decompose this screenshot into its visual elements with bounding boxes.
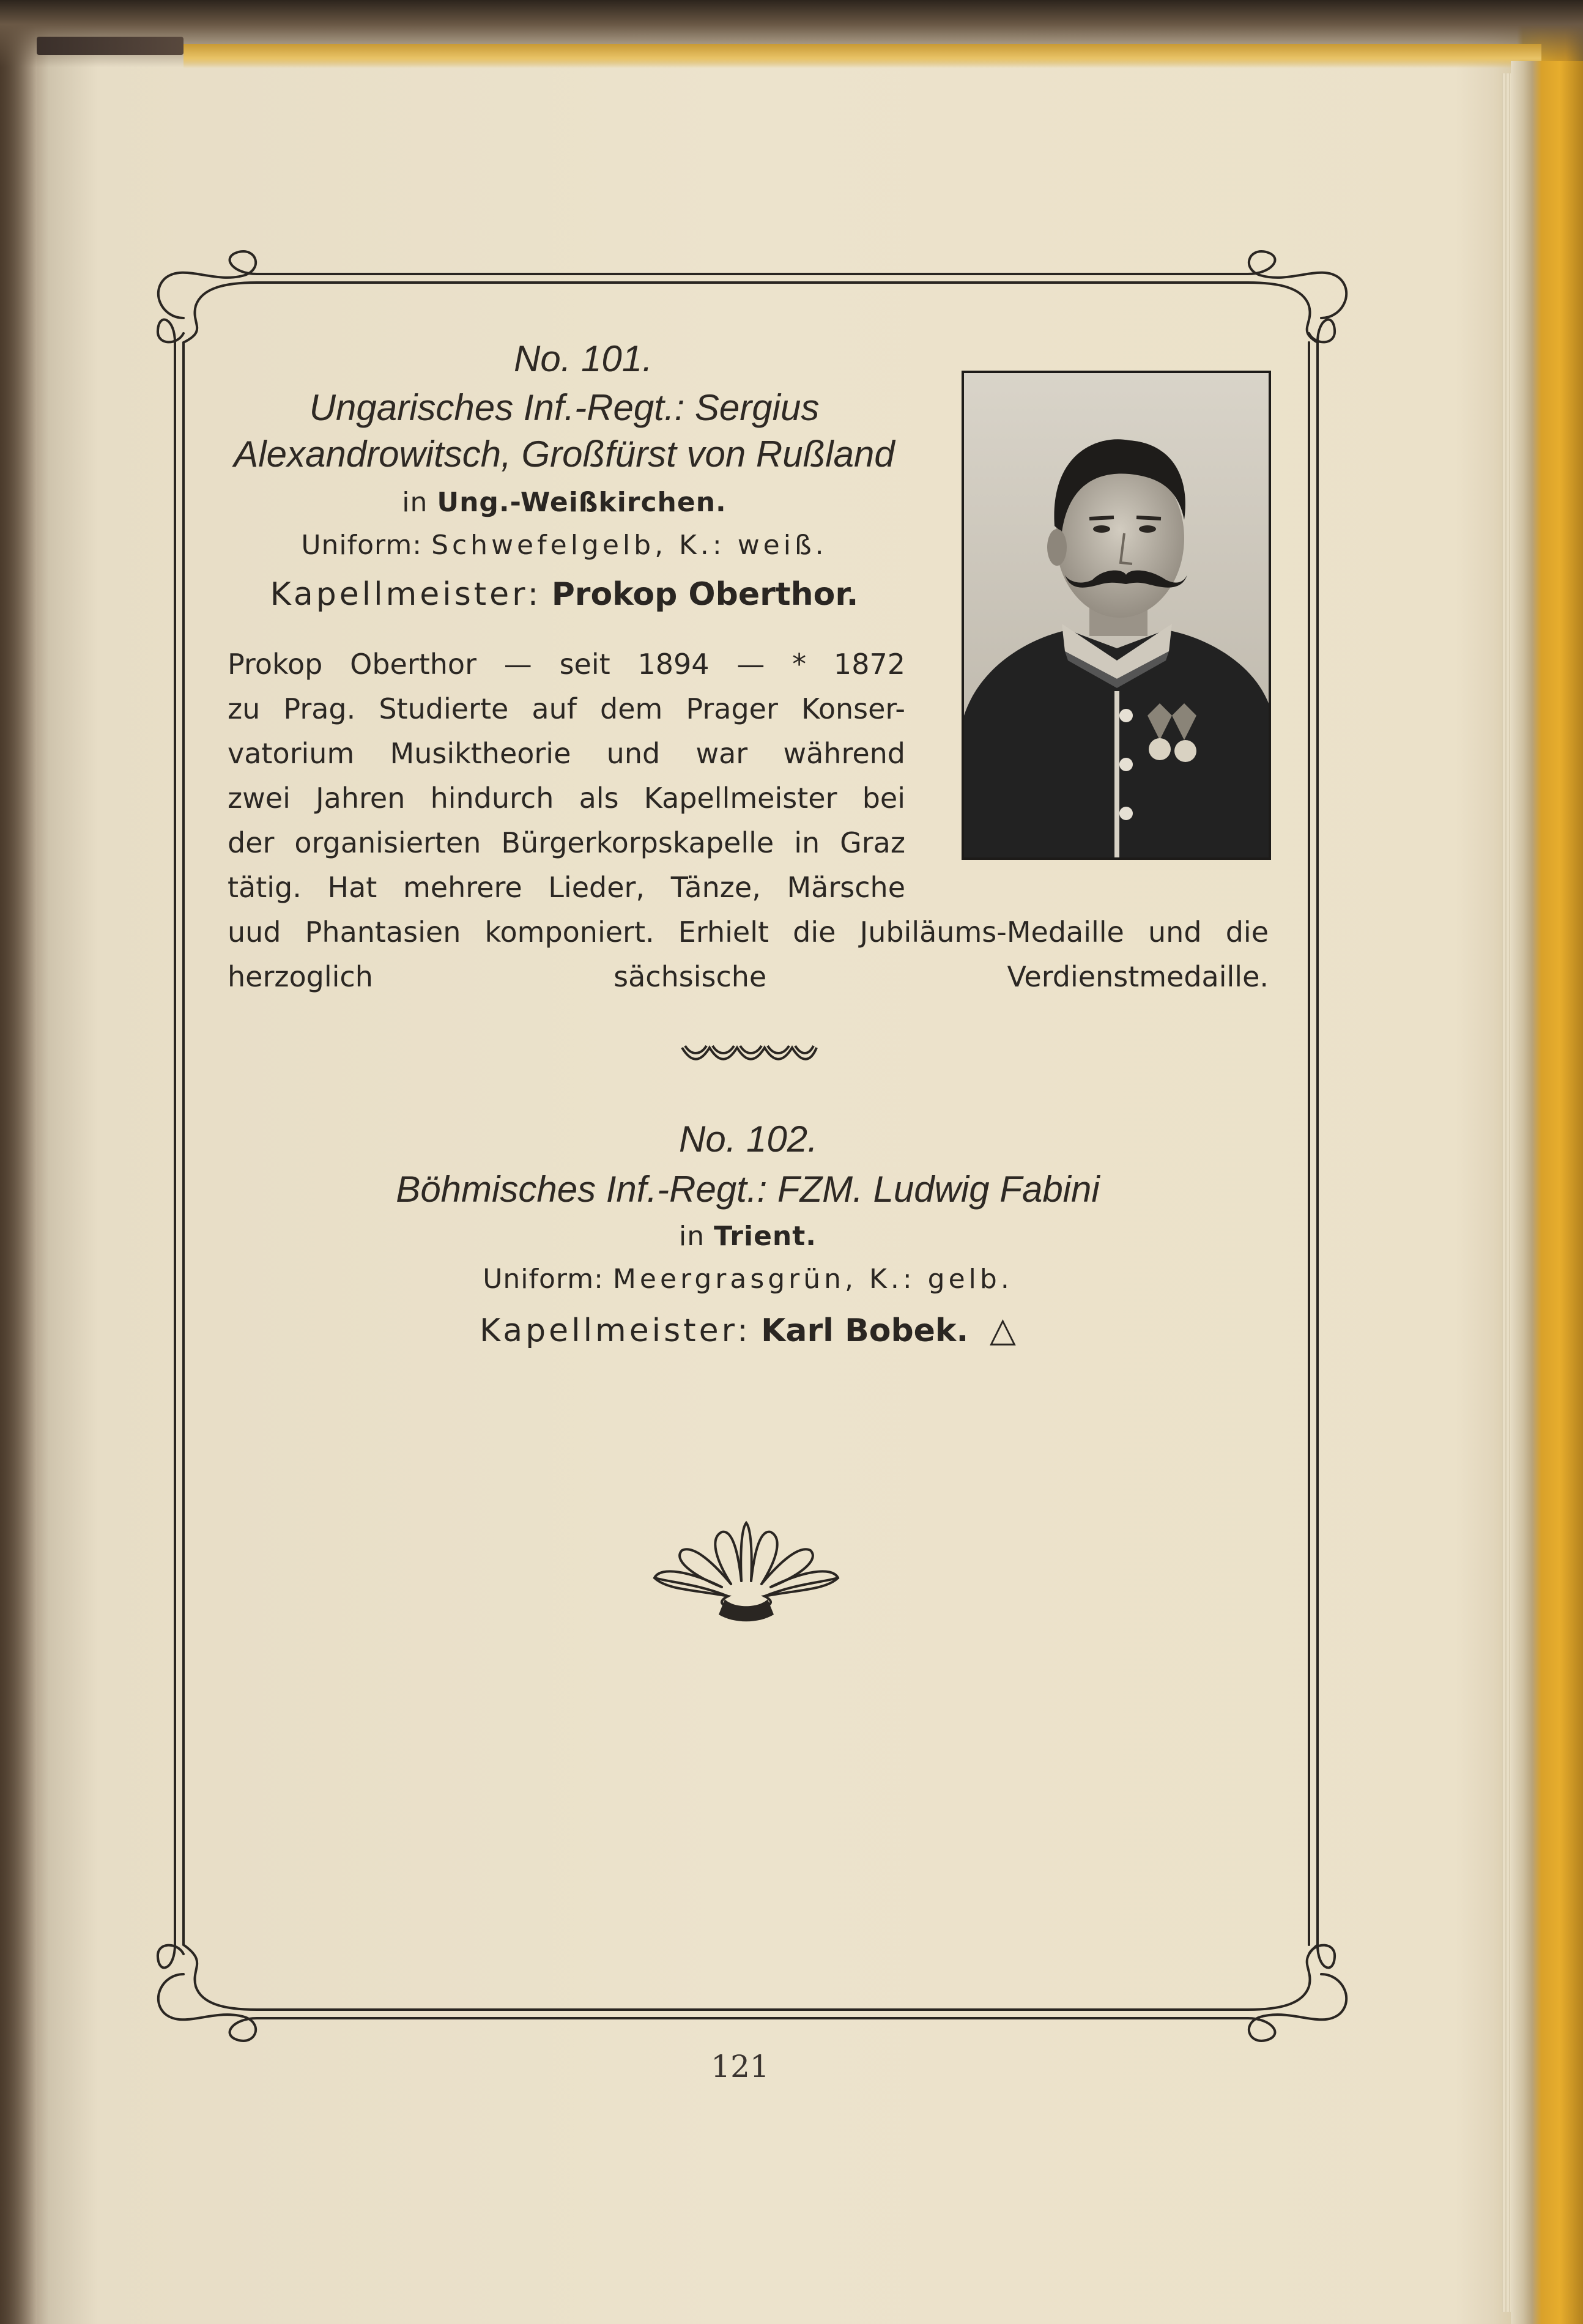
triangle-marker-icon: △: [989, 1310, 1016, 1350]
entry-101-location-line: [184, 487, 945, 518]
bio-line-3: vatorium Musiktheorie und war während: [228, 737, 905, 770]
entry-101-regiment-line1: Ungarisches Inf.-Regt.: Sergius: [309, 387, 820, 428]
entry-102-location: Trient.: [714, 1221, 817, 1252]
portrait-photo: [964, 373, 1269, 857]
entry-102-bandmaster-line: [184, 1310, 1312, 1350]
entry-101-regiment-line2: Alexandrowitsch, Großfürst von Rußland: [234, 434, 895, 475]
entry-102-bandmaster-name: Karl Bobek.: [761, 1312, 969, 1349]
entry-102-uniform-value: Meergrasgrün, K.: gelb.: [612, 1264, 1013, 1295]
entry-101-uniform-line: [184, 530, 945, 561]
entry-101-location-prefix: in: [402, 487, 428, 518]
entry-101-bandmaster-line: [184, 576, 945, 613]
entry-101-bandmaster-label: Kapellmeister:: [270, 576, 542, 613]
entry-102-bandmaster-label: Kapellmeister:: [480, 1312, 751, 1349]
entry-102-location-line: [184, 1221, 1312, 1252]
bio-line-7: uud Phantasien komponiert. Erhielt die Jubiläums-Medaille und die: [228, 916, 1269, 949]
fan-ornament: [648, 1517, 844, 1627]
entry-101-uniform-label: Uniform:: [301, 530, 423, 561]
entry-102-uniform-line: [184, 1264, 1312, 1295]
entry-101-bandmaster-name: Prokop Oberthor.: [551, 576, 859, 613]
bio-line-8: herzoglich sächsische Verdienstmedaille.: [228, 960, 1269, 993]
entry-102-uniform-label: Uniform:: [483, 1264, 604, 1295]
bio-line-4: zwei Jahren hindurch als Kapellmeister bei: [228, 782, 905, 815]
entry-101-number: No. 101.: [514, 338, 653, 379]
bio-line-6: tätig. Hat mehrere Lieder, Tänze, Märsche: [228, 871, 905, 904]
page-number: 121: [711, 2049, 769, 2084]
bandmaster-portrait: [962, 371, 1271, 860]
bio-line-5: der organisierten Bürgerkorpskapelle in Graz: [228, 826, 905, 859]
bio-line-1: Prokop Oberthor — seit 1894 — * 1872: [228, 648, 905, 681]
entry-101-uniform-value: Schwefelgelb, K.: weiß.: [431, 530, 828, 561]
entry-102-regiment: Böhmisches Inf.-Regt.: FZM. Ludwig Fabini: [396, 1169, 1100, 1210]
entry-102-number: No. 102.: [679, 1119, 818, 1160]
entry-101-biography-wide: [228, 910, 1269, 999]
entry-102-location-prefix: in: [679, 1221, 705, 1252]
bio-line-2: zu Prag. Studierte auf dem Prager Konser-: [228, 692, 905, 725]
entry-101-location: Ung.-Weißkirchen.: [437, 487, 727, 518]
wave-divider-ornament: [679, 1038, 820, 1069]
entry-101-biography: [228, 642, 905, 910]
